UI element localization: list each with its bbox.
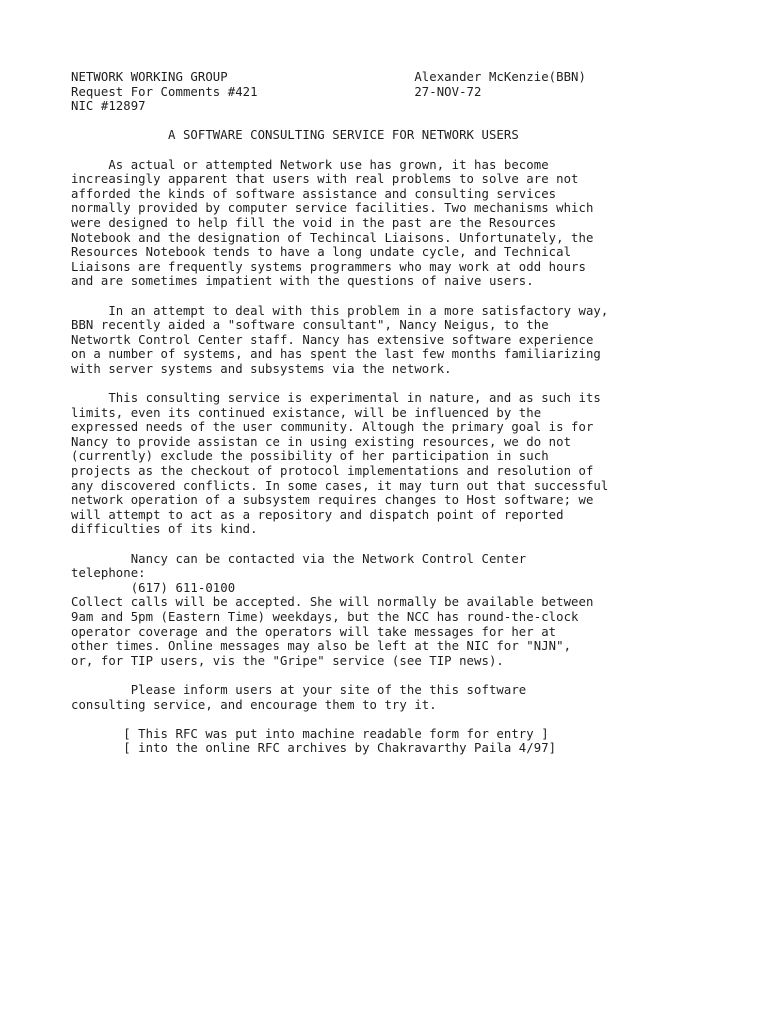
paragraph-line: Nancy to provide assistan ce in using existing resources, we do not (71, 434, 572, 449)
paragraph-line: operator coverage and the operators will take messages for her at (71, 624, 557, 639)
blank-line (71, 143, 731, 158)
paragraph-line: and are sometimes impatient with the questions of naive users. (71, 274, 534, 289)
paragraph-line: consulting service, and encourage them to try it. (71, 697, 437, 712)
paragraph-4-contact (71, 552, 731, 669)
paragraph-line: difficulties of its kind. (71, 522, 258, 537)
paragraph-line: Liaisons are frequently systems programmers who may work at odd hours (71, 259, 586, 274)
archive-note-line: [ This RFC was put into machine readable form for entry ] (71, 726, 549, 741)
paragraph-line: normally provided by computer service facilities. Two mechanisms which (71, 201, 594, 216)
paragraph-line: Please inform users at your site of the this software (71, 682, 527, 697)
archive-note (71, 727, 731, 756)
paragraph-line: Resources Notebook tends to have a long undate cycle, and Technical (71, 245, 572, 260)
header-line-nic: NIC #12897 (71, 99, 146, 114)
paragraph-2 (71, 304, 731, 377)
blank-line (71, 289, 731, 304)
paragraph-line: afforded the kinds of software assistance and consulting services (71, 186, 557, 201)
paragraph-line: This consulting service is experimental in nature, and as such its (71, 391, 601, 406)
document-title: A SOFTWARE CONSULTING SERVICE FOR NETWORK USERS (71, 128, 519, 143)
blank-line (71, 114, 731, 129)
paragraph-line: 9am and 5pm (Eastern Time) weekdays, but the NCC has round-the-clock (71, 609, 579, 624)
archive-note-line: [ into the online RFC archives by Chakravarthy Paila 4/97] (71, 741, 557, 756)
phone-number: (617) 611-0100 (71, 580, 236, 595)
paragraph-line: Collect calls will be accepted. She will normally be available between (71, 595, 594, 610)
paragraph-line: network operation of a subsystem requires changes to Host software; we (71, 493, 594, 508)
blank-line (71, 668, 731, 683)
paragraph-line: on a number of systems, and has spent the last few months familiarizing (71, 347, 601, 362)
paragraph-5 (71, 683, 731, 712)
paragraph-1 (71, 158, 731, 289)
paragraph-line: or, for TIP users, vis the "Gripe" service (see TIP news). (71, 653, 504, 668)
paragraph-line: other times. Online messages may also be left at the NIC for "NJN", (71, 639, 572, 654)
paragraph-line: projects as the checkout of protocol implementations and resolution of (71, 464, 594, 479)
paragraph-line: were designed to help fill the void in the past are the Resources (71, 215, 557, 230)
rfc-document (71, 70, 731, 756)
paragraph-line: BBN recently aided a "software consultant", Nancy Neigus, to the (71, 318, 549, 333)
header-line-group: NETWORK WORKING GROUP Alexander McKenzie(BBN) (71, 70, 586, 84)
blank-line (71, 376, 731, 391)
blank-line (71, 537, 731, 552)
paragraph-line: limits, even its continued existance, will be influenced by the (71, 405, 542, 420)
paragraph-line: In an attempt to deal with this problem in a more satisfactory way, (71, 303, 609, 318)
header-line-rfc: Request For Comments #421 27-NOV-72 (71, 84, 482, 99)
paragraph-line: expressed needs of the user community. Altough the primary goal is for (71, 420, 594, 435)
blank-line (71, 712, 731, 727)
paragraph-line: any discovered conflicts. In some cases, it may turn out that successful (71, 478, 609, 493)
paragraph-line: As actual or attempted Network use has grown, it has become (71, 157, 549, 172)
paragraph-line: with server systems and subsystems via the network. (71, 361, 452, 376)
paragraph-line: will attempt to act as a repository and dispatch point of reported (71, 507, 564, 522)
paragraph-line: Nancy can be contacted via the Network Control Center (71, 551, 527, 566)
paragraph-line: telephone: (71, 566, 146, 581)
paragraph-line: increasingly apparent that users with real problems to solve are not (71, 172, 579, 187)
paragraph-3 (71, 391, 731, 537)
paragraph-line: (currently) exclude the possibility of her participation in such (71, 449, 549, 464)
paragraph-line: Networtk Control Center staff. Nancy has extensive software experience (71, 332, 594, 347)
paragraph-line: Notebook and the designation of Techincal Liaisons. Unfortunately, the (71, 230, 594, 245)
